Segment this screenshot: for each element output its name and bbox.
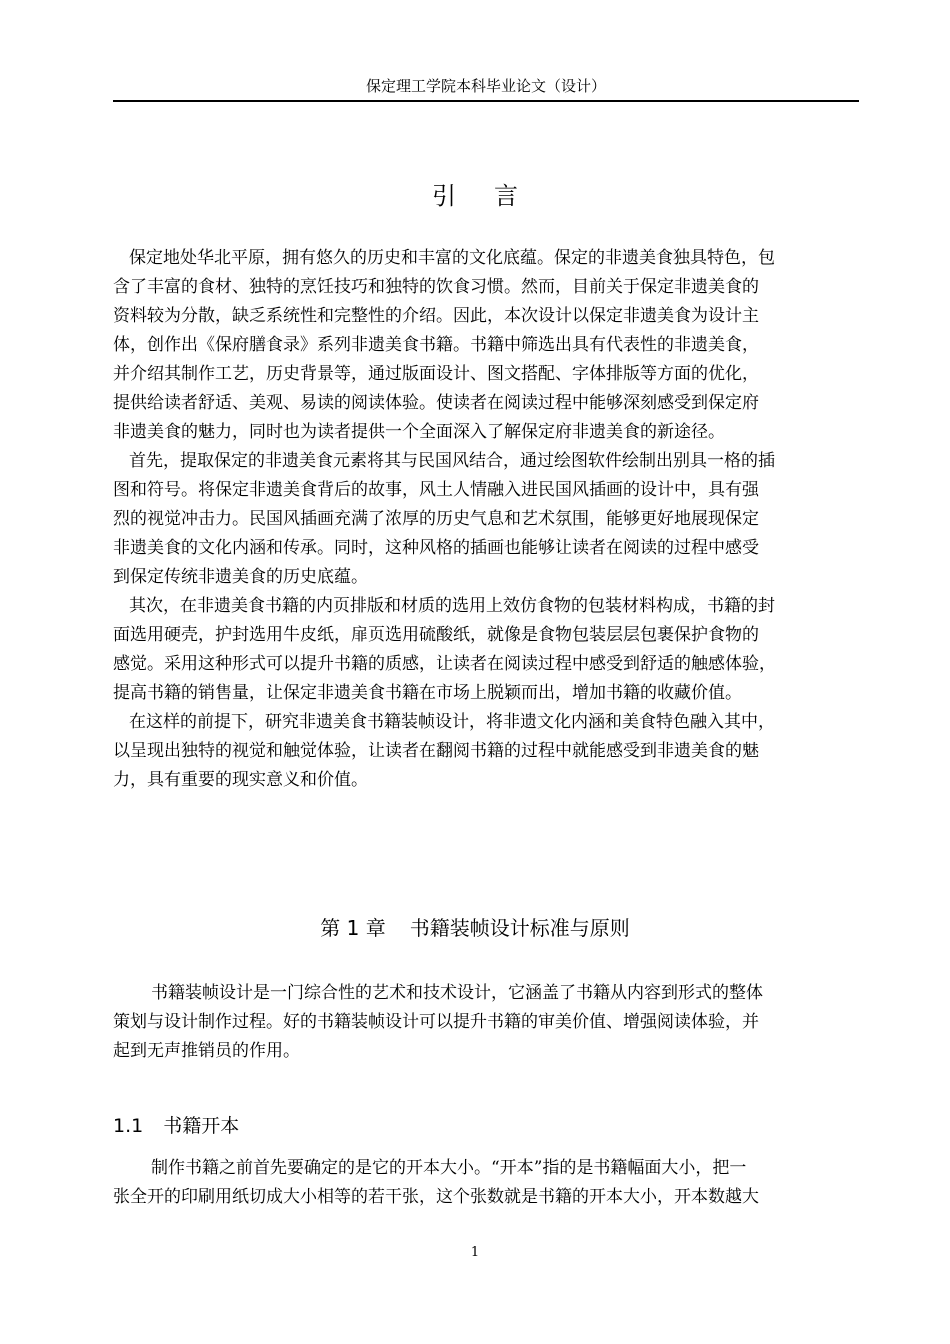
intro-p2-line: 烈的视觉冲击力。民国风插画充满了浓厚的历史气息和艺术氛围，能够更好地展现保定	[113, 509, 759, 529]
intro-p1-line: 提供给读者舒适、美观、易读的阅读体验。使读者在阅读过程中能够深刻感受到保定府	[113, 393, 759, 413]
intro-p4-line: 力，具有重要的现实意义和价值。	[113, 770, 368, 790]
intro-body	[113, 244, 863, 795]
intro-p1-line: 资料较为分散，缺乏系统性和完整性的介绍。因此，本次设计以保定非遗美食为设计主	[113, 306, 759, 326]
chapter-1-heading	[0, 913, 950, 943]
intro-p1-line: 保定地处华北平原，拥有悠久的历史和丰富的文化底蕴。保定的非遗美食独具特色，包	[129, 248, 775, 268]
intro-p4-line: 在这样的前提下，研究非遗美食书籍装帧设计，将非遗文化内涵和美食特色融入其中，	[129, 712, 775, 732]
section-number: 1.1	[113, 1115, 144, 1137]
intro-p2-line: 首先，提取保定的非遗美食元素将其与民国风结合，通过绘图软件绘制出别具一格的插	[129, 451, 775, 471]
section-1-1-line: 张全开的印刷用纸切成大小相等的若干张，这个张数就是书籍的开本大小，开本数越大	[113, 1187, 759, 1207]
chapter-title: 书籍装帧设计标准与原则	[409, 916, 630, 940]
intro-p1-line: 并介绍其制作工艺，历史背景等，通过版面设计、图文搭配、字体排版等方面的优化，	[113, 364, 759, 384]
chapter-1-line: 书籍装帧设计是一门综合性的艺术和技术设计，它涵盖了书籍从内容到形式的整体	[151, 983, 763, 1003]
intro-p1-line: 含了丰富的食材、独特的烹饪技巧和独特的饮食习惯。然而，目前关于保定非遗美食的	[113, 277, 759, 297]
chapter-1-line: 起到无声推销员的作用。	[113, 1041, 300, 1061]
page-number: 1	[470, 1245, 480, 1260]
intro-p3-line: 提高书籍的销售量，让保定非遗美食书籍在市场上脱颖而出，增加书籍的收藏价值。	[113, 683, 742, 703]
intro-p3-line: 其次，在非遗美食书籍的内页排版和材质的选用上效仿食物的包装材料构成，书籍的封	[129, 596, 775, 616]
intro-p1-line: 非遗美食的魅力，同时也为读者提供一个全面深入了解保定府非遗美食的新途径。	[113, 422, 725, 442]
running-header: 保定理工学院本科毕业论文（设计）	[113, 76, 859, 102]
section-1-1-heading	[113, 1112, 239, 1140]
intro-p2-line: 到保定传统非遗美食的历史底蕴。	[113, 567, 368, 587]
section-title: 书籍开本	[163, 1115, 240, 1137]
chapter-1-line: 策划与设计制作过程。好的书籍装帧设计可以提升书籍的审美价值、增强阅读体验，并	[113, 1012, 759, 1032]
intro-p2-line: 非遗美食的文化内涵和传承。同时，这种风格的插画也能够让读者在阅读的过程中感受	[113, 538, 759, 558]
intro-p2-line: 图和符号。将保定非遗美食背后的故事，风土人情融入进民国风插画的设计中，具有强	[113, 480, 759, 500]
section-1-1-body	[113, 1154, 863, 1212]
intro-p3-line: 感觉。采用这种形式可以提升书籍的质感，让读者在阅读过程中感受到舒适的触感体验，	[113, 654, 776, 674]
section-1-1-line: 制作书籍之前首先要确定的是它的开本大小。“开本”指的是书籍幅面大小，把一	[151, 1158, 747, 1178]
intro-p1-line: 体，创作出《保府膳食录》系列非遗美食书籍。书籍中筛选出具有代表性的非遗美食，	[113, 335, 759, 355]
chapter-number: 第 1 章	[320, 916, 386, 940]
chapter-1-body	[113, 979, 863, 1066]
intro-p3-line: 面选用硬壳，护封选用牛皮纸，扉页选用硫酸纸，就像是食物包装层层包裹保护食物的	[113, 625, 759, 645]
intro-p4-line: 以呈现出独特的视觉和触觉体验，让读者在翻阅书籍的过程中就能感受到非遗美食的魅	[113, 741, 759, 761]
intro-title: 引言	[432, 182, 556, 210]
